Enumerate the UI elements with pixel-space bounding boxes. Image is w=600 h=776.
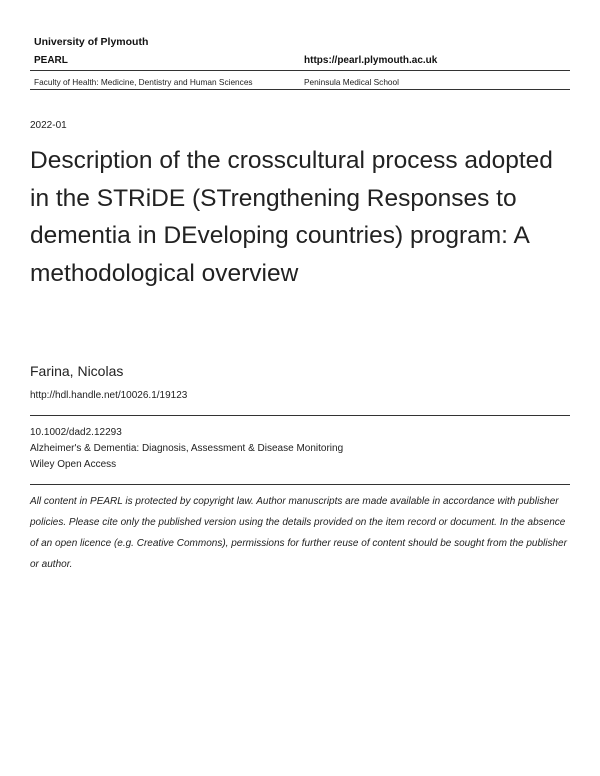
doi: 10.1002/dad2.12293 (30, 427, 122, 438)
repository-name: PEARL (34, 55, 68, 66)
handle-link[interactable]: http://hdl.handle.net/10026.1/19123 (30, 390, 188, 401)
header-divider-bottom (30, 89, 570, 90)
faculty-row (30, 77, 570, 87)
university-name: University of Plymouth (34, 36, 149, 48)
header-divider-top (30, 70, 570, 71)
repository-url-link[interactable]: https://pearl.plymouth.ac.uk (304, 55, 438, 66)
author-name: Farina, Nicolas (30, 363, 124, 379)
publisher-name: Wiley Open Access (30, 459, 117, 470)
repository-row (30, 55, 570, 66)
record-divider-bottom (30, 484, 570, 485)
school-name: Peninsula Medical School (304, 77, 400, 87)
copyright-disclaimer: All content in PEARL is protected by copyright law. Author manuscripts are made available in accordance with publisher policies. Please cite only the published version using the details provided on the item record or document. In the absence of an open licence (e.g. Creative Commons), permissions for further reuse of content should be sought from the publisher or author. (30, 496, 567, 570)
publication-date: 2022-01 (30, 120, 67, 131)
record-divider-top (30, 415, 570, 416)
faculty-name: Faculty of Health: Medicine, Dentistry and Human Sciences (34, 77, 253, 87)
document-title: Description of the crosscultural process adopted in the STRiDE (STrengthening Responses to dementia in DEveloping countries) program: A methodological overview (30, 147, 553, 287)
record-metadata (30, 425, 343, 473)
journal-name: Alzheimer's & Dementia: Diagnosis, Assessment & Disease Monitoring (30, 443, 344, 454)
